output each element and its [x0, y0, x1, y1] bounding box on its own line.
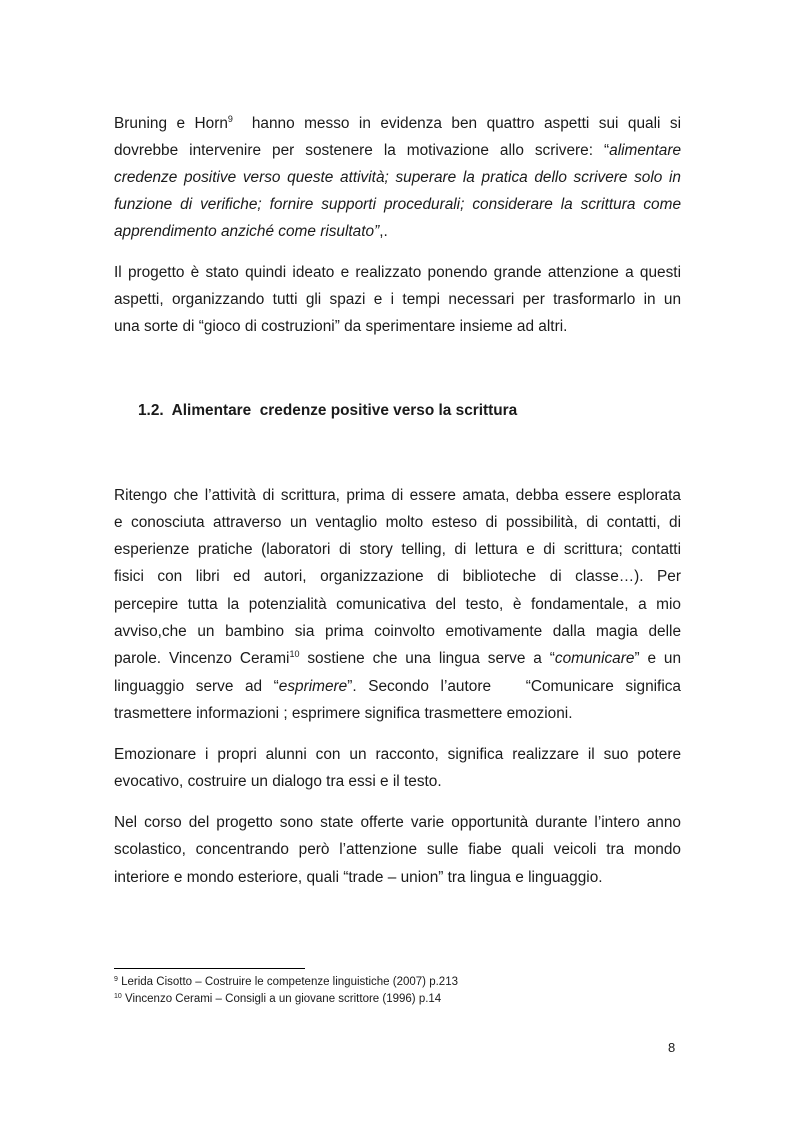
- p1-line-1-text-a: Bruning e Horn: [114, 115, 228, 132]
- footnote-number: 10: [114, 993, 122, 1000]
- p3-line-7-text-b: sostiene che una lingua serve a “: [299, 650, 555, 667]
- p2-line-3: una sorte di “gioco di costruzioni” da sperimentare insieme ad altri.: [114, 318, 568, 335]
- p3-line-7: [114, 649, 681, 669]
- p2-line-2: aspetti, organizzando tutti gli spazi e i tempi necessari per trasformarlo in un: [114, 291, 681, 308]
- footnote-separator: [114, 968, 305, 969]
- p1-line-5: [114, 222, 681, 242]
- p1-line-1: [114, 114, 681, 134]
- p3-line-9: trasmettere informazioni ; esprimere significa trasmettere emozioni.: [114, 705, 573, 722]
- p3-line-8: [114, 677, 681, 697]
- p1-line-5-italic: apprendimento anziché come risultato”: [114, 223, 380, 240]
- p3-line-6: avviso,che un bambino sia prima coinvolto emotivamente dalla magia delle: [114, 623, 681, 640]
- p1-line-1-text-b: hanno messo in evidenza ben quattro aspetti sui quali si: [232, 115, 681, 132]
- footnote-9: [114, 975, 458, 989]
- p4-line-1: Emozionare i propri alunni con un racconto, significa realizzare il suo potere: [114, 746, 681, 763]
- p3-line-5: percepire tutta la potenzialità comunicativa del testo, è fondamentale, a mio: [114, 596, 681, 613]
- footnote-text: Vincenzo Cerami – Consigli a un giovane scrittore (1996) p.14: [121, 993, 442, 1005]
- p4-line-2: evocativo, costruire un dialogo tra essi e il testo.: [114, 773, 442, 790]
- p3-line-8-text-a: linguaggio serve ad “: [114, 678, 279, 695]
- p3-line-2: e conosciuta attraverso un ventaglio molto esteso di possibilità, di contatti, di: [114, 514, 681, 531]
- p1-line-2: [114, 141, 681, 161]
- footnote-ref-9[interactable]: 9: [227, 114, 233, 124]
- p3-line-7-text-a: parole. Vincenzo Cerami: [114, 650, 290, 667]
- p3-line-7-italic: comunicare: [554, 650, 635, 667]
- p5-line-1: Nel corso del progetto sono state offerte varie opportunità durante l’intero anno: [114, 814, 681, 831]
- page-number: 8: [668, 1040, 676, 1055]
- p3-line-1: Ritengo che l’attività di scrittura, prima di essere amata, debba essere esplorata: [114, 487, 681, 504]
- footnote-ref-10[interactable]: 10: [289, 649, 300, 659]
- p3-line-3: esperienze pratiche (laboratori di story telling, di lettura e di scrittura; contatti: [114, 541, 681, 558]
- p2-line-1: Il progetto è stato quindi ideato e realizzato ponendo grande attenzione a questi: [114, 264, 681, 281]
- p1-line-4: funzione di verifiche; fornire supporti procedurali; considerare la scrittura come: [114, 196, 681, 213]
- p3-line-7-text-d: ” e un: [634, 650, 682, 667]
- p3-line-8-text-c: ”. Secondo l’autore “Comunicare significa: [347, 678, 681, 695]
- p3-line-8-italic: esprimere: [278, 678, 348, 695]
- section-heading: 1.2. Alimentare credenze positive verso la scrittura: [138, 402, 518, 419]
- footnote-number: 9: [114, 976, 118, 983]
- p5-line-3: interiore e mondo esteriore, quali “trade – union” tra lingua e linguaggio.: [114, 869, 603, 886]
- p1-line-3: credenze positive verso queste attività; superare la pratica dello scrivere solo in: [114, 169, 681, 186]
- p1-line-2-italic: alimentare: [609, 142, 681, 159]
- footnote-text: Lerida Cisotto – Costruire le competenze linguistiche (2007) p.213: [117, 976, 458, 988]
- p1-line-2-text-a: dovrebbe intervenire per sostenere la motivazione allo scrivere: “: [114, 142, 610, 159]
- p1-line-5-text: ,.: [379, 223, 388, 240]
- p5-line-2: scolastico, concentrando però l’attenzione sulle fiabe quali veicoli tra mondo: [114, 841, 681, 858]
- p3-line-4: fisici con libri ed autori, organizzazione di biblioteche di classe…). Per: [114, 568, 681, 585]
- footnote-10: [114, 992, 441, 1006]
